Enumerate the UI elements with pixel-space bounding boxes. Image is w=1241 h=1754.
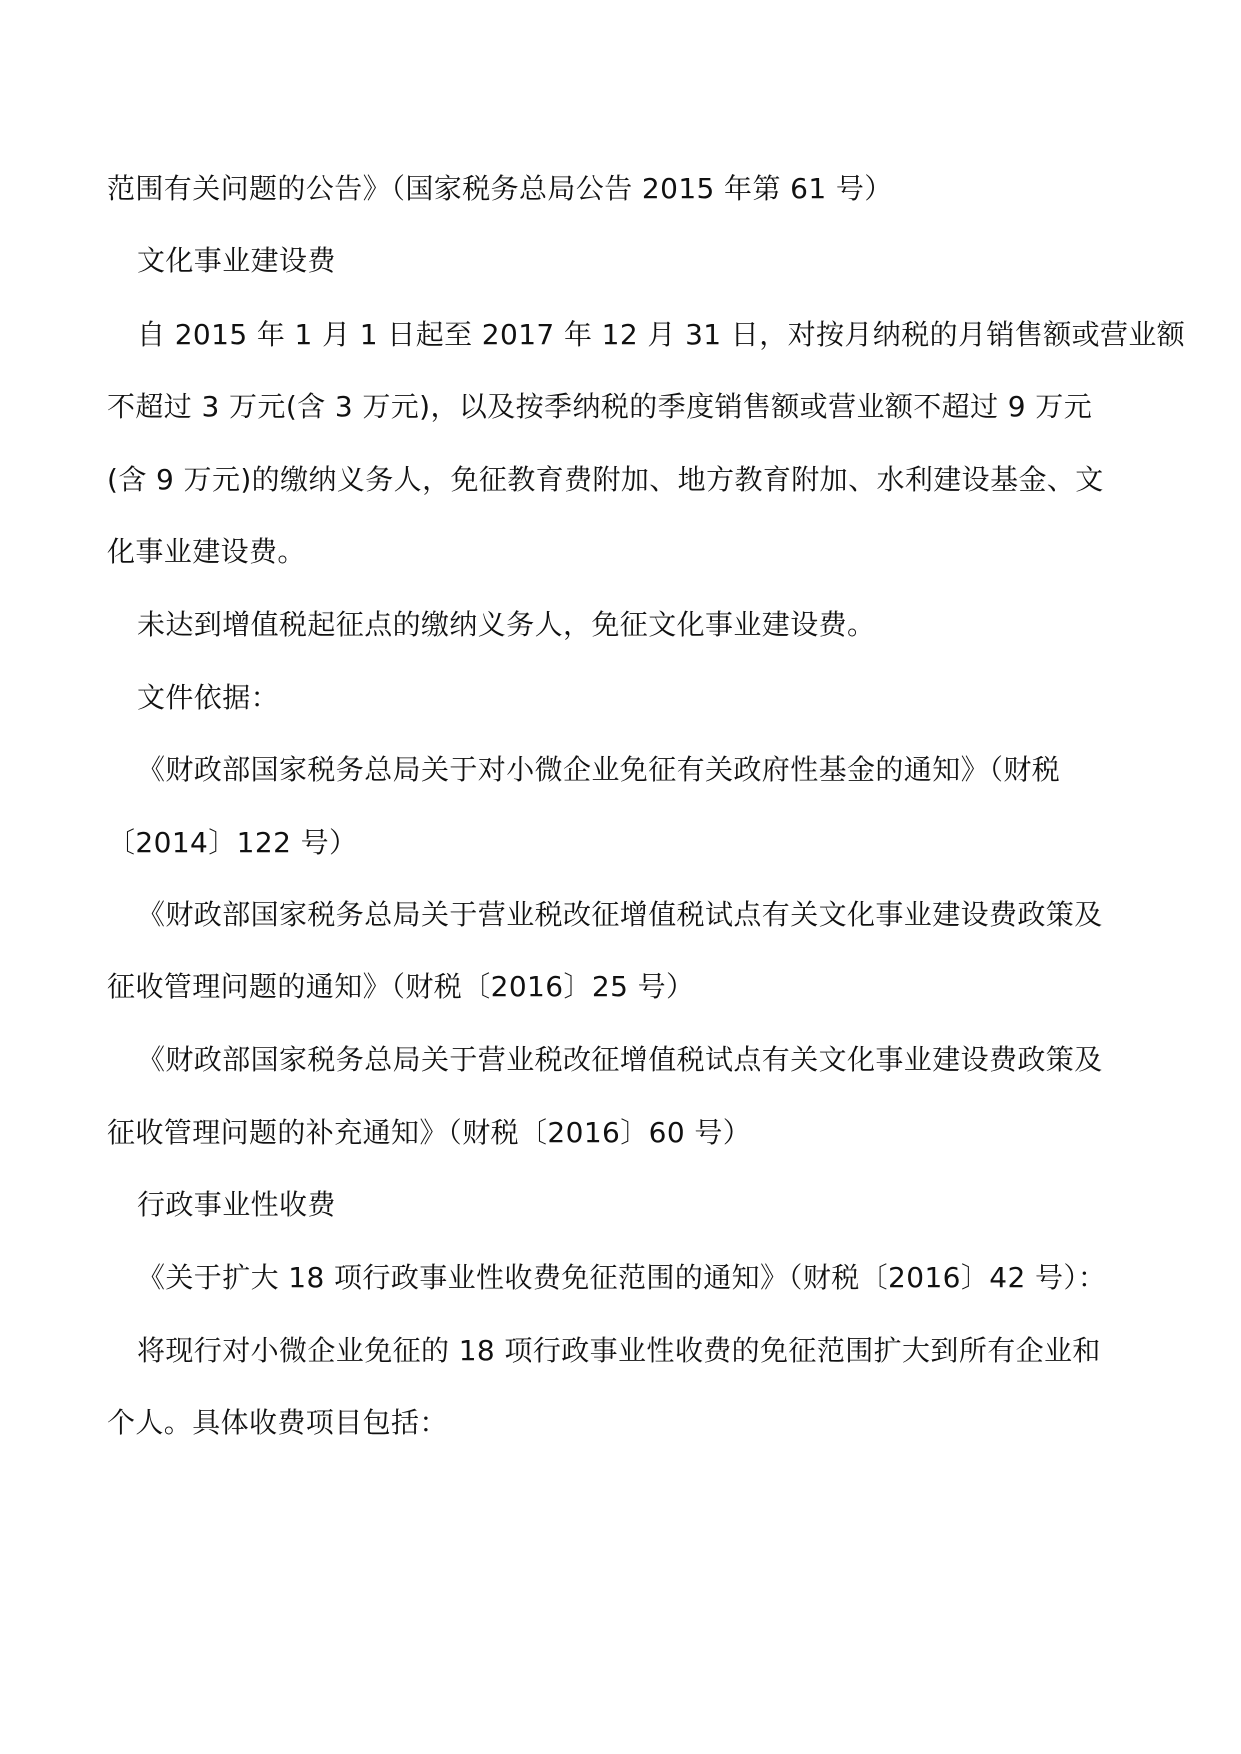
text-line: (含 9 万元)的缴纳义务人，免征教育费附加、地方教育附加、水利建设基金、文	[107, 463, 1104, 496]
section-heading: 行政事业性收费	[137, 1188, 336, 1221]
text-line: 《财政部国家税务总局关于营业税改征增值税试点有关文化事业建设费政策及	[137, 898, 1103, 931]
text-line: 征收管理问题的补充通知》（财税〔2016〕60 号）	[107, 1116, 752, 1149]
text-line: 《财政部国家税务总局关于对小微企业免征有关政府性基金的通知》（财税	[137, 753, 1061, 786]
text-line: 将现行对小微企业免征的 18 项行政事业性收费的免征范围扩大到所有企业和	[137, 1334, 1101, 1367]
text-line: 不超过 3 万元(含 3 万元)，以及按季纳税的季度销售额或营业额不超过 9 万元	[107, 390, 1093, 423]
text-line: 未达到增值税起征点的缴纳义务人，免征文化事业建设费。	[137, 608, 876, 641]
text-line: 〔2014〕122 号）	[107, 826, 358, 859]
text-line: 征收管理问题的通知》（财税〔2016〕25 号）	[107, 970, 695, 1003]
section-heading: 文化事业建设费	[137, 244, 336, 277]
text-line: 个人。具体收费项目包括：	[107, 1406, 448, 1439]
text-line: 范围有关问题的公告》（国家税务总局公告 2015 年第 61 号）	[107, 172, 893, 205]
text-line: 《关于扩大 18 项行政事业性收费免征范围的通知》（财税〔2016〕42 号）：	[137, 1261, 1107, 1294]
text-line: 《财政部国家税务总局关于营业税改征增值税试点有关文化事业建设费政策及	[137, 1043, 1103, 1076]
text-line: 化事业建设费。	[107, 535, 306, 568]
text-line: 文件依据：	[137, 681, 280, 714]
text-line: 自 2015 年 1 月 1 日起至 2017 年 12 月 31 日，对按月纳税的月销售额或营业额	[137, 318, 1186, 351]
